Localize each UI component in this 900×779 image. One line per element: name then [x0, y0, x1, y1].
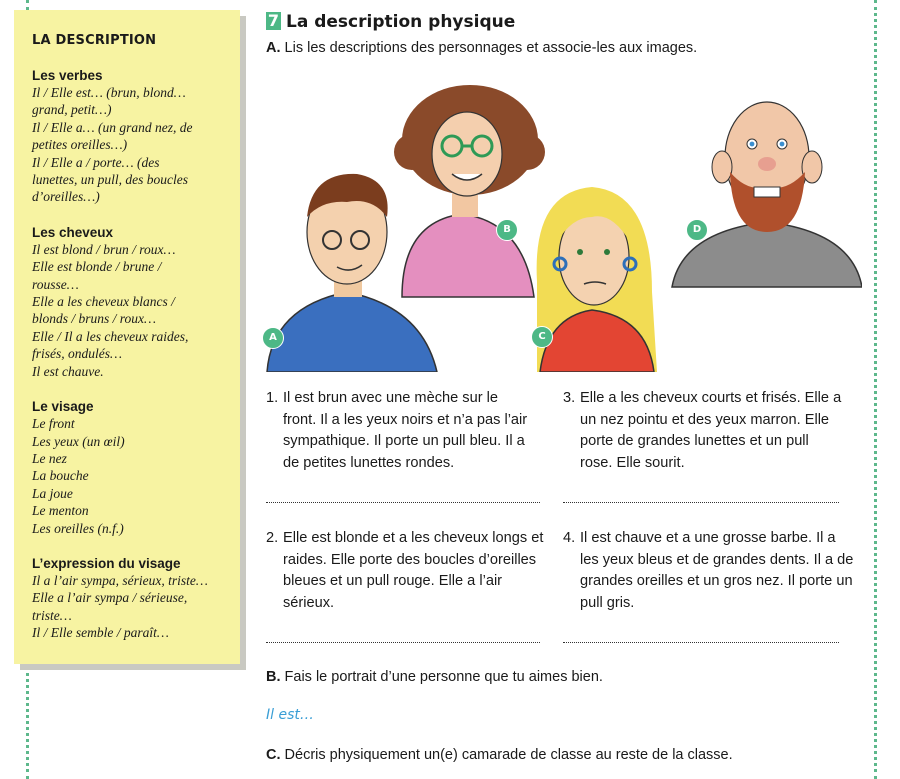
description-line: Elle a les cheveux courts et frisés. Elle a	[580, 390, 842, 406]
badge-c: C	[531, 326, 553, 348]
answer-line-2[interactable]	[266, 642, 540, 643]
sidebar-heading: Les verbes	[32, 68, 103, 83]
description-line: Elle est blonde et a les cheveux longs et	[283, 530, 544, 546]
description-line: front. Il a les yeux noirs et n’a pas l’air	[283, 411, 528, 428]
sidebar-line: d’oreilles…)	[32, 189, 100, 205]
character-d-figure	[672, 102, 862, 287]
sidebar-line: Il / Elle a… (un grand nez, de	[32, 119, 193, 135]
sidebar-line: grand, petit…)	[32, 102, 112, 118]
sidebar-line: Il / Elle a / porte… (des	[32, 154, 160, 170]
sidebar-group-expression	[32, 555, 232, 642]
instruction-b	[266, 669, 603, 685]
sidebar-group-verbes	[32, 67, 232, 206]
sidebar-line: Le nez	[32, 450, 67, 466]
exercise-number: 7	[267, 11, 280, 30]
instruction-text: Fais le portrait d’une personne que tu aimes bien.	[284, 669, 603, 685]
character-c-figure	[537, 187, 657, 372]
sidebar-line: blonds / bruns / roux…	[32, 311, 157, 327]
sidebar-line: lunettes, un pull, des boucles	[32, 172, 188, 188]
sidebar-line: Le menton	[32, 503, 89, 519]
instruction-a	[266, 40, 697, 56]
instruction-text: Lis les descriptions des personnages et associe-les aux images.	[284, 40, 698, 56]
description-3	[563, 388, 863, 474]
instruction-text: Décris physiquement un(e) camarade de classe au reste de la classe.	[284, 747, 733, 763]
sidebar-title: LA DESCRIPTION	[32, 33, 157, 48]
sidebar-line: Les yeux (un œil)	[32, 433, 125, 449]
description-line: un nez pointu et des yeux marron. Elle	[580, 411, 830, 428]
sidebar-line: Elle a les cheveux blancs /	[32, 294, 175, 310]
sidebar-line: Elle est blonde / brune /	[32, 259, 162, 275]
answer-line-4[interactable]	[563, 642, 839, 643]
description-line: Il est brun avec une mèche sur le	[283, 390, 498, 406]
sidebar-line: Les oreilles (n.f.)	[32, 520, 124, 536]
sidebar-line: Il / Elle semble / paraît…	[32, 625, 169, 641]
description-line: sérieux.	[283, 594, 335, 611]
instruction-letter: A.	[266, 40, 281, 56]
badge-d: D	[686, 219, 708, 241]
description-number: 1.	[266, 390, 279, 406]
sidebar-line: triste…	[32, 607, 72, 623]
instruction-letter: C.	[266, 747, 281, 763]
sidebar-line: La bouche	[32, 468, 89, 484]
description-line: Il est chauve et a une grosse barbe. Il a	[580, 530, 836, 546]
answer-line-1[interactable]	[266, 502, 540, 503]
right-dotted-border	[874, 0, 877, 779]
exercise-title: La description physique	[286, 12, 516, 32]
sidebar-line: Le front	[32, 416, 75, 432]
sample-answer: Il est…	[266, 707, 314, 723]
sidebar-line: frisés, ondulés…	[32, 346, 123, 362]
sidebar-line: Il / Elle est… (brun, blond…	[32, 85, 186, 100]
sidebar-heading: Le visage	[32, 399, 94, 415]
description-line: de petites lunettes rondes.	[283, 454, 455, 471]
vocabulary-sidebar	[14, 10, 240, 664]
description-line: sympathique. Il porte un pull bleu. Il a	[283, 433, 525, 449]
sidebar-line: La joue	[32, 485, 73, 501]
instruction-c	[266, 747, 733, 763]
sidebar-heading: L’expression du visage	[32, 555, 181, 571]
answer-line-3[interactable]	[563, 502, 839, 503]
character-b-figure	[394, 85, 545, 297]
description-2	[266, 528, 558, 614]
description-line: bleues et un pull rouge. Elle a l’air	[283, 573, 503, 589]
badge-b: B	[496, 219, 518, 241]
sidebar-group-visage	[32, 398, 232, 537]
description-line: les yeux bleus et de grandes dents. Il a de	[580, 551, 854, 568]
characters-illustration	[262, 82, 862, 372]
sidebar-line: Elle / Il a les cheveux raides,	[32, 328, 189, 344]
sidebar-line: Elle a l’air sympa / sérieuse,	[32, 590, 188, 606]
sidebar-line: rousse…	[32, 276, 79, 292]
description-line: pull gris.	[580, 594, 635, 611]
description-line: porte de grandes lunettes et un pull	[580, 433, 809, 449]
badge-a: A	[262, 327, 284, 349]
description-1	[266, 388, 556, 474]
description-line: rose. Elle sourit.	[580, 454, 685, 471]
sidebar-heading: Les cheveux	[32, 224, 114, 240]
sidebar-group-cheveux	[32, 224, 232, 380]
description-number: 3.	[563, 390, 576, 406]
description-number: 4.	[563, 530, 576, 546]
sidebar-line: petites oreilles…)	[32, 137, 128, 153]
description-line: raides. Elle porte des boucles d’oreilles	[283, 551, 537, 568]
description-line: grandes oreilles et un gros nez. Il porte un	[580, 573, 853, 589]
characters-drawing	[262, 82, 862, 372]
sidebar-line: Il est blond / brun / roux…	[32, 241, 176, 257]
sidebar-line: Il est chauve.	[32, 363, 104, 379]
sidebar-line: Il a l’air sympa, sérieux, triste…	[32, 572, 208, 588]
description-number: 2.	[266, 530, 279, 546]
instruction-letter: B.	[266, 669, 281, 685]
description-4	[563, 528, 863, 614]
